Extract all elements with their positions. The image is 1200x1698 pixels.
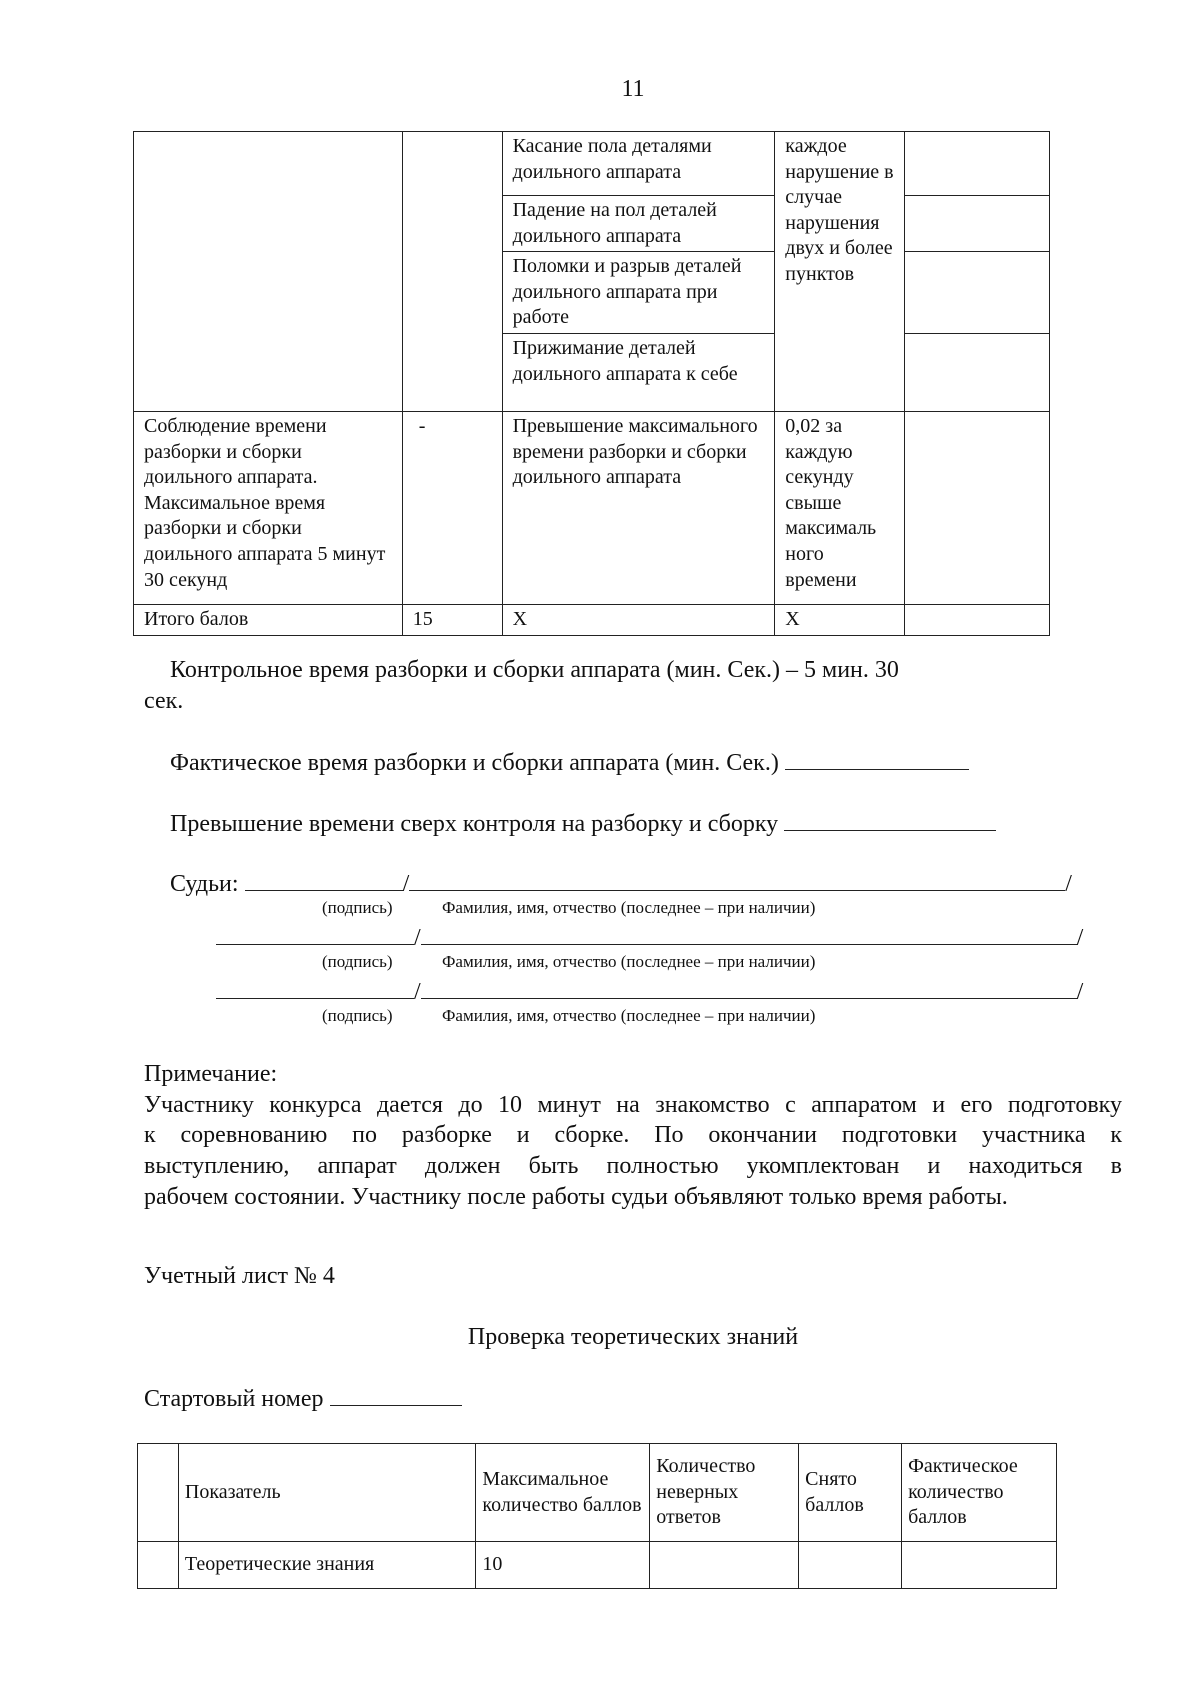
max-cell: 10 bbox=[476, 1542, 650, 1589]
max-cell: - bbox=[402, 411, 502, 604]
criterion-cell: Соблюдение времени разборки и сборки доильного аппарата. Максимальное время разборки и сборки доильного аппарата 5 минут 30 секунд bbox=[134, 411, 403, 604]
violation-cell: Прижимание деталей доильного аппарата к себе bbox=[502, 333, 775, 411]
actual-time-label: Фактическое время разборки и сборки аппарата (мин. Сек.) bbox=[170, 750, 779, 776]
excess-time-label: Превышение времени сверх контроля на разборку и сборку bbox=[170, 811, 779, 837]
control-time: Контрольное время разборки и сборки аппарата (мин. Сек.) – 5 мин. 30 bbox=[170, 657, 899, 683]
table-cell bbox=[134, 132, 403, 412]
penalty-cell: каждое нарушение в случае нарушения двух и более пунктов bbox=[775, 132, 905, 412]
total-label: Итого балов bbox=[134, 604, 403, 635]
total-max: 15 bbox=[402, 604, 502, 635]
slash: / bbox=[414, 925, 421, 951]
sheet-subtitle: Проверка теоретических знаний bbox=[467, 1324, 799, 1350]
table-cell bbox=[402, 132, 502, 412]
total-score bbox=[905, 604, 1050, 635]
header-wrong: Количество неверных ответов bbox=[650, 1444, 799, 1542]
note-line: выступлению, аппарат должен быть полностью укомплектован и находиться в bbox=[144, 1153, 1122, 1179]
table-cell bbox=[138, 1542, 179, 1589]
note-line: рабочем состоянии. Участнику после работы судьи объявляют только время работы. bbox=[144, 1184, 1008, 1210]
sheet-title: Учетный лист № 4 bbox=[144, 1263, 335, 1289]
slash: / bbox=[1076, 979, 1084, 1005]
judge-signature-field[interactable] bbox=[216, 922, 414, 945]
violation-cell: Падение на пол деталей доильного аппарата bbox=[502, 196, 775, 252]
header-max: Максимальное количество баллов bbox=[476, 1444, 650, 1542]
header-deducted: Снято баллов bbox=[799, 1444, 902, 1542]
score-cell bbox=[905, 252, 1050, 334]
judge-name-field[interactable] bbox=[421, 976, 1077, 999]
judge-signature-field[interactable] bbox=[245, 868, 403, 891]
excess-time-field[interactable] bbox=[784, 808, 996, 831]
judge-name-field[interactable] bbox=[409, 868, 1065, 891]
indicator-cell: Теоретические знания bbox=[178, 1542, 476, 1589]
violation-cell: Поломки и разрыв деталей доильного аппарата при работе bbox=[502, 252, 775, 334]
slash: / bbox=[1065, 871, 1072, 897]
header-indicator: Показатель bbox=[178, 1444, 476, 1542]
score-cell bbox=[905, 333, 1050, 411]
note-line: Участнику конкурса дается до 10 минут на знакомство с аппаратом и его подготовку bbox=[144, 1092, 1122, 1118]
header-actual: Фактическое количество баллов bbox=[902, 1444, 1057, 1542]
slash: / bbox=[1076, 925, 1084, 951]
note-title: Примечание: bbox=[144, 1061, 278, 1087]
score-cell bbox=[905, 132, 1050, 196]
actual-cell bbox=[902, 1542, 1057, 1589]
control-time-end: сек. bbox=[144, 688, 184, 714]
actual-time-field[interactable] bbox=[785, 747, 969, 770]
judge-signature-field[interactable] bbox=[216, 976, 414, 999]
deducted-cell bbox=[799, 1542, 902, 1589]
score-cell bbox=[905, 411, 1050, 604]
start-number-field[interactable] bbox=[330, 1383, 462, 1406]
name-caption: Фамилия, имя, отчество (последнее – при наличии) bbox=[442, 952, 816, 971]
scoring-table bbox=[133, 131, 1050, 636]
violation-cell: Касание пола деталями доильного аппарата bbox=[502, 132, 775, 196]
note-line: к соревнованию по разборке и сборке. По окончании подготовки участника к bbox=[144, 1122, 1122, 1148]
signature-caption: (подпись) bbox=[322, 1006, 393, 1025]
signature-caption: (подпись) bbox=[322, 952, 393, 971]
wrong-cell bbox=[650, 1542, 799, 1589]
judge-name-field[interactable] bbox=[421, 922, 1077, 945]
total-violation: Х bbox=[502, 604, 775, 635]
start-number-label: Стартовый номер bbox=[144, 1386, 324, 1412]
name-caption: Фамилия, имя, отчество (последнее – при наличии) bbox=[442, 898, 816, 917]
theory-table bbox=[137, 1443, 1057, 1589]
total-penalty: Х bbox=[775, 604, 905, 635]
signature-caption: (подпись) bbox=[322, 898, 393, 917]
score-cell bbox=[905, 196, 1050, 252]
slash: / bbox=[414, 979, 421, 1005]
page-number: 11 bbox=[621, 76, 645, 102]
judges-label: Судьи: bbox=[170, 871, 239, 897]
table-cell bbox=[138, 1444, 179, 1542]
slash: / bbox=[402, 871, 410, 897]
name-caption: Фамилия, имя, отчество (последнее – при наличии) bbox=[442, 1006, 816, 1025]
penalty-cell: 0,02 за каждую секунду свыше максималь ного времени bbox=[775, 411, 905, 604]
violation-cell: Превышение максимального времени разборки и сборки доильного аппарата bbox=[502, 411, 775, 604]
